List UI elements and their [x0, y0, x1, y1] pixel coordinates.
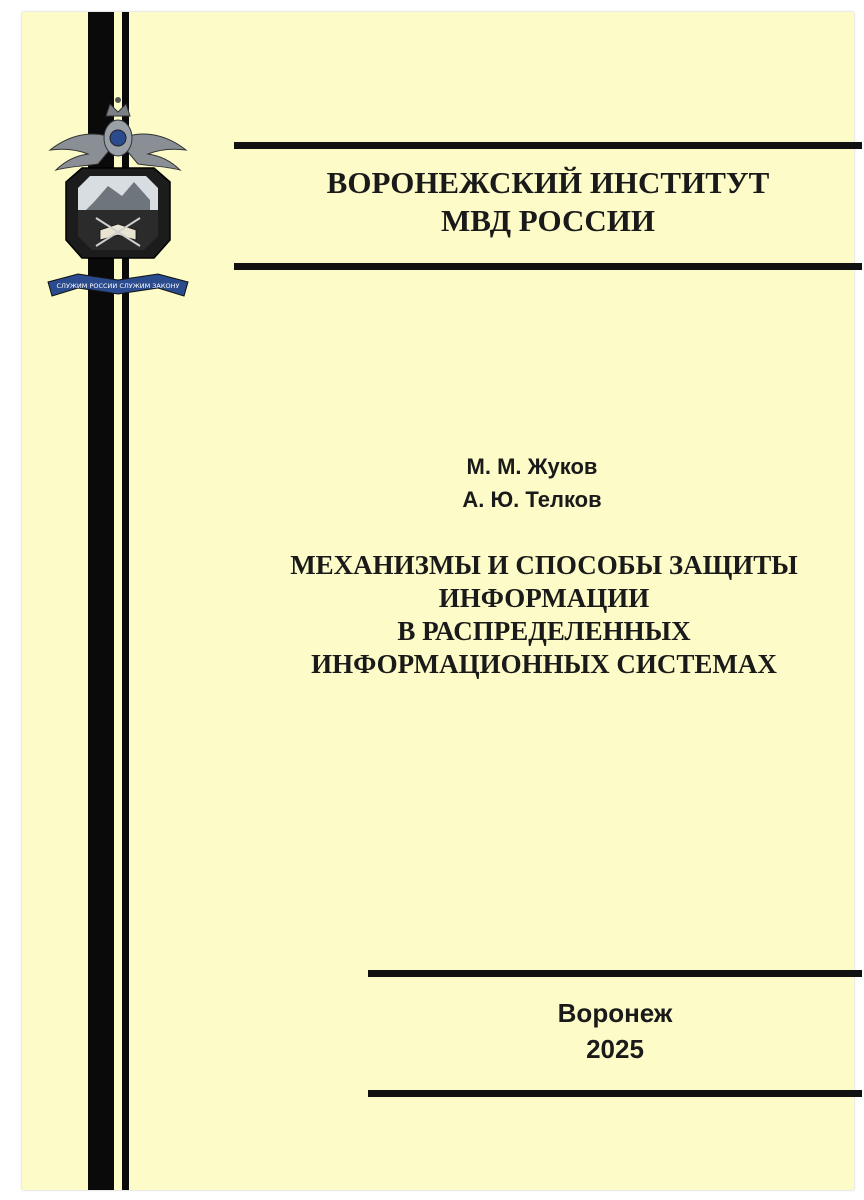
emblem-motto: СЛУЖИМ РОССИИ СЛУЖИМ ЗАКОНУ: [56, 282, 180, 290]
imprint-year: 2025: [586, 1034, 644, 1064]
rule-bottom-1: [368, 970, 862, 977]
book-title: [234, 549, 854, 681]
authors: [402, 450, 662, 516]
rule-top-2: [234, 263, 862, 270]
rule-bottom-2: [368, 1090, 862, 1097]
author-2: А. Ю. Телков: [462, 487, 602, 512]
title-line-2: ИНФОРМАЦИИ: [438, 583, 650, 613]
institute-name: [234, 164, 862, 240]
police-emblem-icon: [38, 90, 198, 320]
title-line-1: МЕХАНИЗМЫ И СПОСОБЫ ЗАЩИТЫ: [290, 550, 798, 580]
imprint-city: Воронеж: [557, 998, 673, 1028]
institute-line-1: ВОРОНЕЖСКИЙ ИНСТИТУТ: [326, 165, 770, 200]
author-1: М. М. Жуков: [466, 454, 598, 479]
title-line-3: В РАСПРЕДЕЛЕННЫХ: [397, 616, 691, 646]
imprint: [368, 995, 862, 1067]
rule-top-1: [234, 142, 862, 149]
title-line-4: ИНФОРМАЦИОННЫХ СИСТЕМАХ: [311, 649, 777, 679]
book-cover: [22, 12, 854, 1190]
institute-line-2: МВД РОССИИ: [440, 203, 656, 238]
